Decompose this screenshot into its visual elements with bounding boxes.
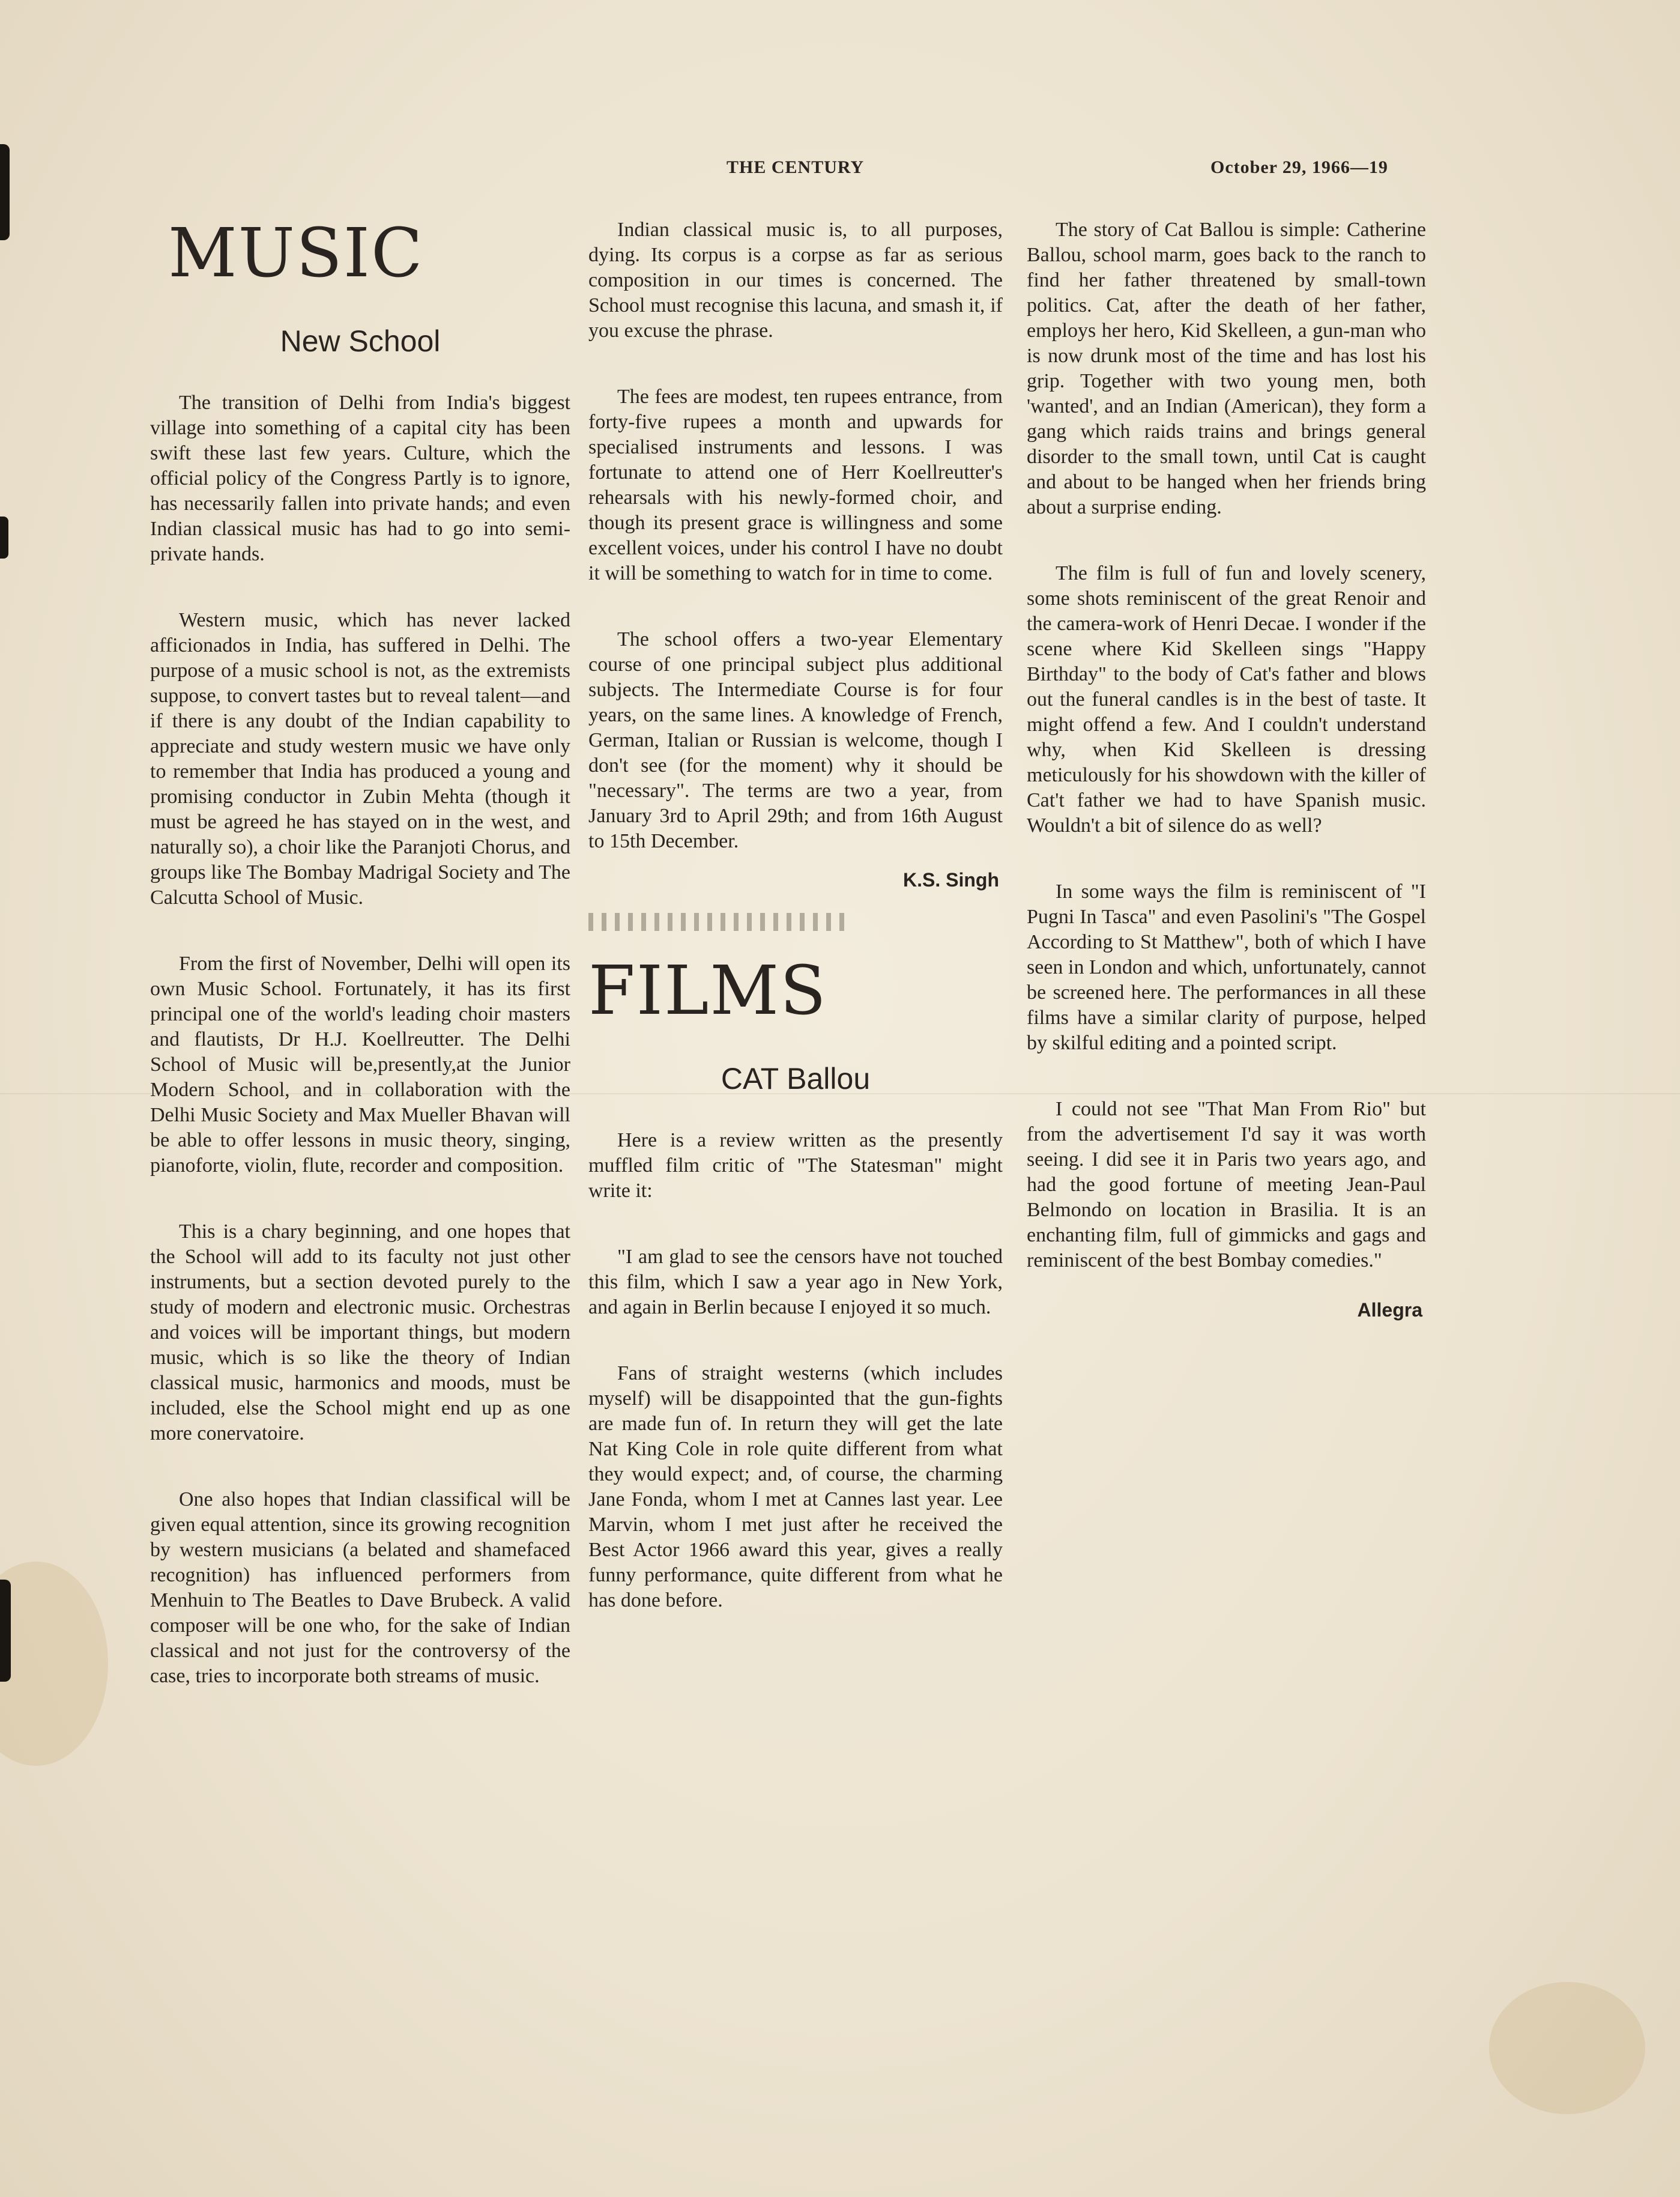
music-paragraph: One also hopes that Indian classifical will be given equal attention, since its growing recognition by western musicians (a belated and shamefaced recognition) has influenced performers from Menhuin to The Beatles to Dave Brubeck. A valid composer will be one who, for the sake of Indian classical and not just for the controversy of the case, tries to incorporate both streams of music. (150, 1488, 570, 1687)
torn-edge (0, 1580, 11, 1682)
films-paragraph: "I am glad to see the censors have not touched this film, which I saw a year ago in New York, and again in Berlin because I enjoyed it so much. (588, 1246, 1003, 1318)
music-byline: K.S. Singh (903, 869, 999, 891)
column-1 (150, 214, 570, 1689)
torn-edge (0, 144, 10, 240)
music-section-title: MUSIC (168, 214, 424, 292)
publication-name: THE CENTURY (727, 157, 865, 177)
music-paragraph: Indian classical music is, to all purposes, dying. Its corpus is a corpse as far as serious composition in our times is concerned. The School must recognise this lacuna, and smash it, if you excuse the phrase. (588, 219, 1003, 342)
music-subtitle: New School (280, 324, 441, 358)
films-paragraph: Fans of straight westerns (which includes myself) will be disappointed that the gun-fights are made fun of. In return they will get the late Nat King Cole in role quite different from what they would expect; and, of course, the charming Jane Fonda, whom I met at Cannes last year. Lee Marvin, whom I met just after he received the Best Actor 1966 award this year, gives a really funny performance, quite different from what he has done before. (588, 1362, 1003, 1611)
films-subtitle: CAT Ballou (721, 1062, 871, 1095)
column-2 (588, 217, 1003, 1613)
music-paragraph: The fees are modest, ten rupees entrance, from forty-five rupees a month and upwards for specialised instruments and lessons. I was fortunate to attend one of Herr Koellreutter's rehearsals with his newly-formed choir, and though its present grace is willingness and some excellent voices, under his control I have no doubt it will be something to watch for in time to come. (588, 386, 1003, 584)
section-divider (588, 913, 853, 931)
films-paragraph: The story of Cat Ballou is simple: Catherine Ballou, school marm, goes back to the ranch to find her father threatened by small-town politics. Cat, after the death of her father, employs her hero, Kid Skelleen, a gun-man who is now drunk most of the time and has lost his grip. Together with two young men, both 'wanted', and an Indian (American), they form a gang which raids trains and brings general disorder to the small town, until Cat is caught and about to be hanged when her friends bring about a surprise ending. (1027, 219, 1426, 518)
music-paragraph: This is a chary beginning, and one hopes that the School will add to its faculty not just other instruments, but a section devoted purely to the study of modern and electronic music. Orchestras and voices will be important things, but modern music, which is so like the theory of Indian classical music, harmonics and moods, must be included, else the School might end up as one more conervatoire. (150, 1220, 570, 1444)
films-section-title: FILMS (588, 952, 827, 1030)
films-paragraph: Here is a review written as the presently muffled film critic of "The Statesman" might write it: (588, 1129, 1003, 1202)
films-paragraph: I could not see "That Man From Rio" but from the advertisement I'd say it was worth seeing. I did see it in Paris two years ago, and had the good fortune of meeting Jean-Paul Belmondo on location in Brasilia. It is an enchanting film, full of gimmicks and gags and reminiscent of the best Bombay comedies." (1027, 1098, 1426, 1271)
music-paragraph: The school offers a two-year Elementary course of one principal subject plus additional subjects. The Intermediate Course is for four years, on the same lines. A knowledge of French, German, Italian or Russian is welcome, though I don't see (for the moment) why it should be "necessary". The terms are two a year, from January 3rd to April 29th; and from 16th August to 15th December. (588, 628, 1003, 852)
music-paragraph: From the first of November, Delhi will open its own Music School. Fortunately, it has its first principal one of the world's leading choir masters and flautists, Dr H.J. Koellreutter. The Delhi School of Music will be,presently,at the Junior Modern School, and in collaboration with the Delhi Music Society and Max Mueller Bhavan will be able to offer lessons in music theory, singing, pianoforte, violin, flute, recorder and composition. (150, 953, 570, 1177)
column-3 (1027, 217, 1426, 1323)
water-stain (1489, 1982, 1645, 2114)
films-paragraph: In some ways the film is reminiscent of "I Pugni In Tasca" and even Pasolini's "The Gospel According to St Matthew", both of which I have seen in London and which, unfortunately, cannot be screened here. The performances in all these films have a similar clarity of purpose, helped by skilful editing and a pointed script. (1027, 880, 1426, 1054)
films-byline: Allegra (1357, 1299, 1422, 1321)
music-paragraph: The transition of Delhi from India's biggest village into something of a capital city has been swift these last few years. Culture, which the official policy of the Congress Partly is to ignore, has necessarily fallen into private hands; and even Indian classical music has had to go into semi-private hands. (150, 392, 570, 565)
issue-date-page: October 29, 1966—19 (1210, 157, 1388, 177)
films-paragraph: The film is full of fun and lovely scenery, some shots reminiscent of the great Renoir and the camera-work of Henri Decae. I wonder if the scene where Kid Skelleen sings "Happy Birthday" to the body of Cat's father and blows out the funeral candles is in the best of taste. It might offend a few. And I couldn't understand why, when Kid Skelleen is dressing meticulously for his showdown with the killer of Cat't father we had to have Spanish music. Wouldn't a bit of silence do as well? (1027, 562, 1426, 837)
music-paragraph: Western music, which has never lacked afficionados in India, has suffered in Delhi. The purpose of a music school is not, as the extremists suppose, to convert tastes but to reveal talent—and if there is any doubt of the Indian capability to appreciate and study western music we have only to remember that India has produced a young and promising conductor in Zubin Mehta (though it must be agreed he has stayed on in the west, and naturally so), a choir like the Paranjoti Chorus, and groups like The Bombay Madrigal Society and The Calcutta School of Music. (150, 609, 570, 909)
torn-edge (0, 517, 8, 559)
